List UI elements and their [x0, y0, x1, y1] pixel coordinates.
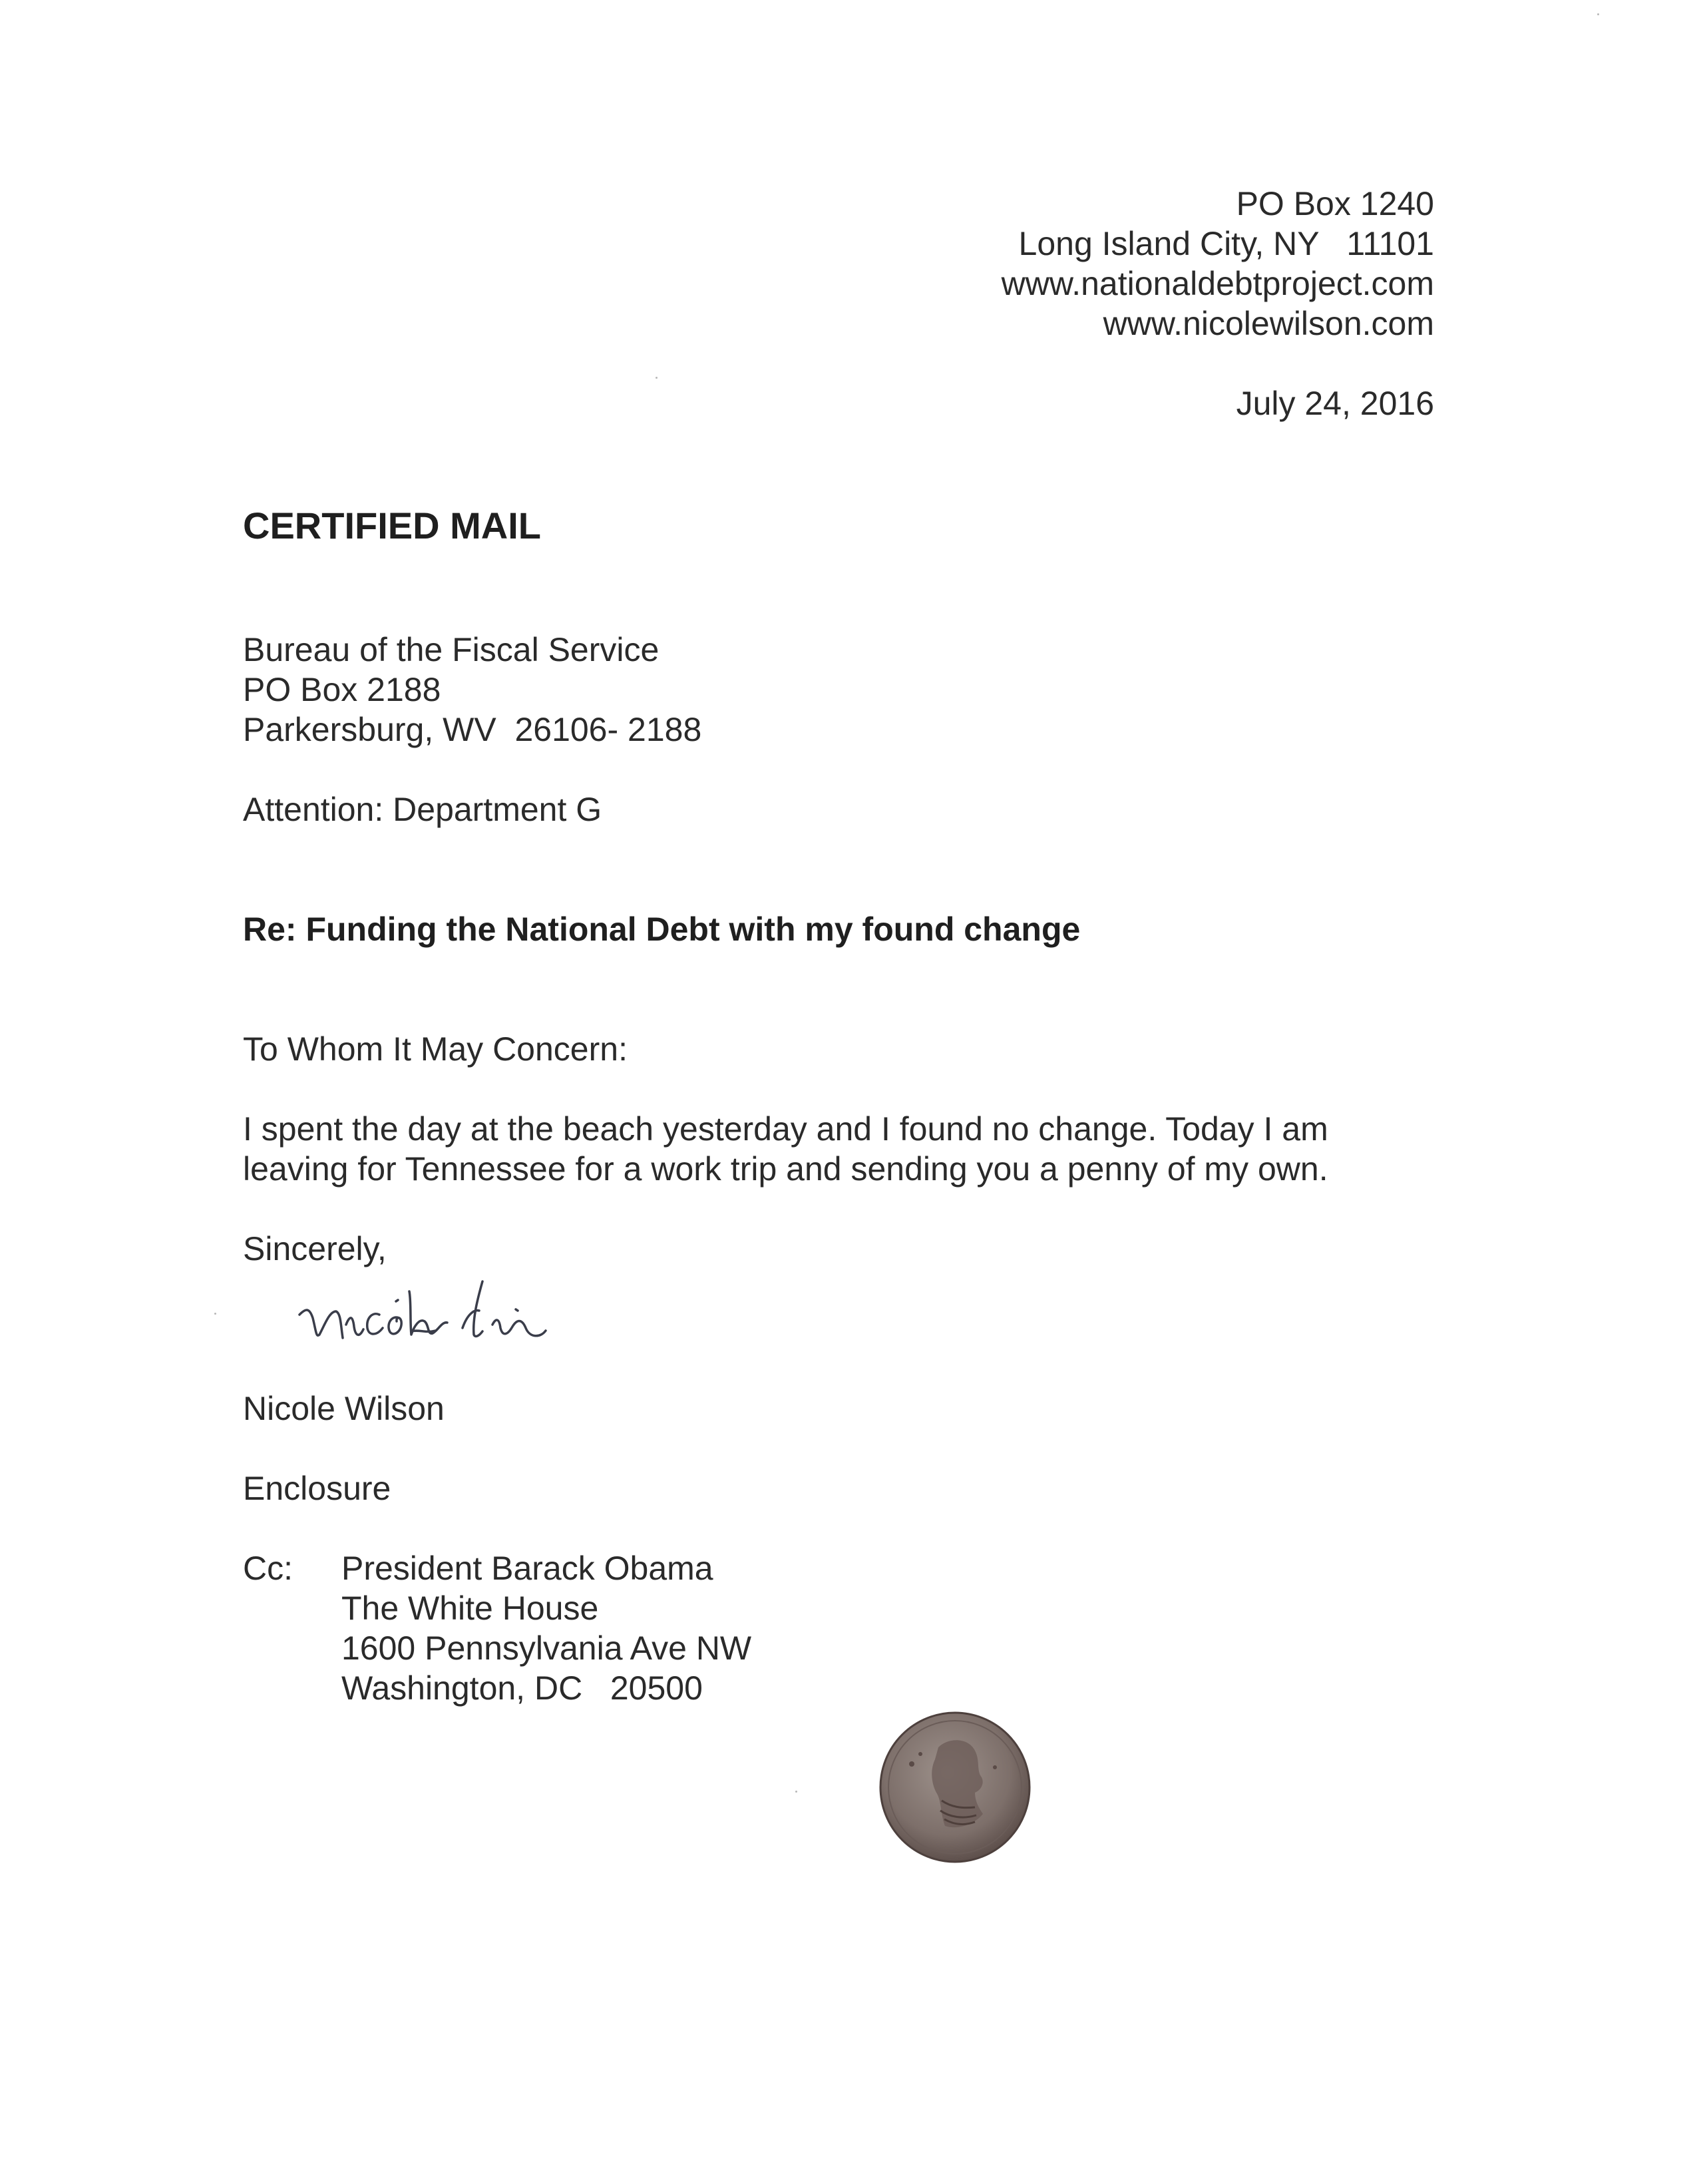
letter-body [243, 1109, 1328, 1189]
certified-mail-heading: CERTIFIED MAIL [243, 505, 541, 546]
recipient-address-line: PO Box 2188 [243, 671, 441, 708]
cc-address-line: 1600 Pennsylvania Ave NW [341, 1630, 752, 1667]
penny-coin-image [875, 1707, 1035, 1867]
attention-line: Attention: Department G [243, 791, 602, 828]
scan-speck [1597, 13, 1599, 15]
subject-line: Re: Funding the National Debt with my found change [243, 911, 1081, 948]
closing: Sincerely, [243, 1230, 387, 1267]
handwritten-signature [293, 1261, 679, 1375]
recipient-address-line: Parkersburg, WV 26106- 2188 [243, 711, 702, 748]
cc-address-line: President Barack Obama [341, 1550, 713, 1587]
sender-website-line: www.nicolewilson.com [1103, 305, 1434, 342]
body-line: I spent the day at the beach yesterday and I found no change. Today I am [243, 1110, 1328, 1148]
scan-speck [214, 1313, 216, 1315]
enclosure-note: Enclosure [243, 1470, 391, 1507]
signer-name: Nicole Wilson [243, 1390, 445, 1427]
sender-website-line: www.nationaldebtproject.com [1001, 265, 1434, 302]
cc-address [341, 1548, 751, 1708]
salutation: To Whom It May Concern: [243, 1030, 628, 1068]
recipient-address [243, 630, 701, 750]
scan-speck [656, 377, 658, 379]
recipient-address-line: Bureau of the Fiscal Service [243, 631, 660, 668]
cc-address-line: Washington, DC 20500 [341, 1669, 703, 1707]
sender-address [1002, 184, 1434, 343]
sender-address-line: Long Island City, NY 11101 [1018, 225, 1434, 262]
cc-label: Cc: [243, 1550, 293, 1587]
sender-address-line: PO Box 1240 [1236, 185, 1434, 222]
cc-address-line: The White House [341, 1590, 599, 1627]
body-line: leaving for Tennessee for a work trip and sending you a penny of my own. [243, 1150, 1328, 1188]
scan-speck [795, 1791, 797, 1793]
letter-date: July 24, 2016 [1236, 385, 1434, 422]
